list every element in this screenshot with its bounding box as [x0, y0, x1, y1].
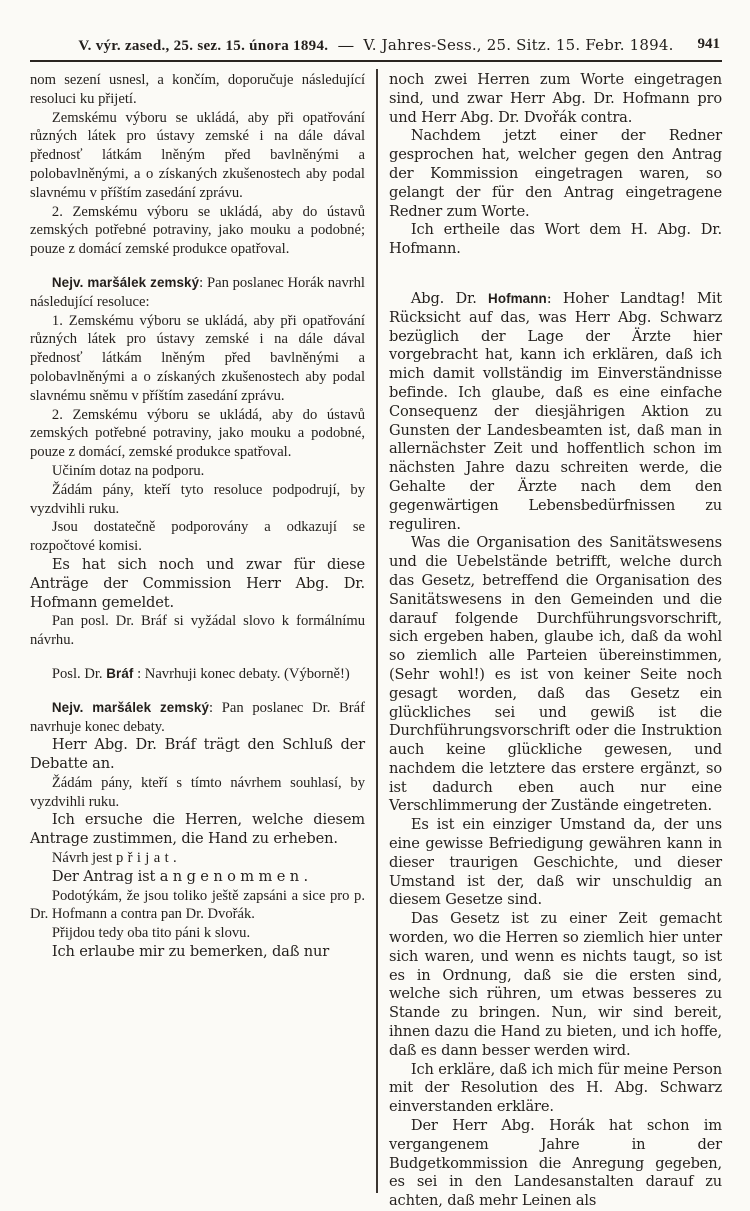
header-dash: — [338, 38, 354, 54]
paragraph [30, 462, 365, 481]
text-segment: Ich erlaube mir zu bemerken, daß nur [51, 943, 330, 961]
text-segment: Der Antrag ist [51, 867, 160, 885]
paragraph [30, 665, 365, 684]
left-column [30, 71, 376, 1211]
text-segment: Jsou dostatečně podporovány a odkazují se rozpočtové komisi. [30, 519, 365, 555]
paragraph [389, 816, 722, 910]
paragraph [30, 811, 365, 849]
text-segment: Zemskému výboru se ukládá, aby při opatřování různých látek pro ústavy zemské i na dále dával přednosť látkám lněným před bavlněnými a polobavlněnými, a o získaných zkušenostech aby podal slavnému v příštím zasedání zprávu. [30, 109, 365, 201]
text-segment: : Navrhuji konec debaty. (Výborně!) [133, 665, 350, 682]
paragraph [30, 518, 365, 556]
paragraph [30, 203, 365, 259]
paragraph [30, 924, 365, 943]
text-segment: Učiním dotaz na podporu. [51, 462, 205, 479]
paragraph [30, 406, 365, 462]
paragraph [30, 612, 365, 650]
text-segment: Der Herr Abg. Horák hat schon im vergangenem Jahre in der Budgetkommission die Anregung gegeben, es sei in den Landesanstalten darauf zu achten, daß mehr Leinen als [389, 1117, 722, 1210]
paragraph [30, 699, 365, 737]
column-divider [376, 69, 378, 1193]
text-segment: přijat [115, 850, 174, 867]
paragraph [389, 290, 722, 534]
paragraph [30, 774, 365, 812]
page-number: 941 [697, 36, 720, 52]
paragraph [389, 221, 722, 259]
page-header [30, 36, 722, 55]
header-german-session: V. Jahres-Sess., 25. Sitz. 15. Febr. 1894. [363, 36, 674, 54]
text-segment: Es ist ein einziger Umstand da, der uns eine gewisse Befriedigung gewähren kann in dieser traurigen Geschichte, und dieser Umstand ist der, daß wir unschuldig an diesem Gesetze sind. [389, 816, 722, 909]
text-segment: Es hat sich noch und zwar für diese Anträge der Commission Herr Abg. Dr. Hofmann gemeldet. [30, 555, 365, 611]
text-segment: : Pan poslanec Dr. Bráf navrhuje konec debaty. [30, 699, 365, 735]
text-segment: Ich erkläre, daß ich mich für meine Person mit der Resolution des H. Abg. Schwarz einverstanden erkläre. [389, 1060, 722, 1116]
text-segment: : Pan poslanec Horák navrhl následující resoluce: [30, 274, 365, 310]
paragraph [30, 274, 365, 312]
paragraph [389, 1061, 722, 1117]
paragraph [30, 943, 365, 962]
text-segment: angenommen [159, 867, 304, 885]
text-segment: Žádám pány, kteří tyto resoluce podpodrují, by vyzdvihli ruku. [30, 481, 365, 517]
text-segment: Podotýkám, že jsou toliko ještě zapsáni a sice pro p. Dr. Hofmann a contra pan Dr. Dvořák. [30, 887, 365, 923]
paragraph [30, 109, 365, 203]
text-segment: noch zwei Herren zum Worte eingetragen sind, und zwar Herr Abg. Dr. Hofmann pro und Herr Abg. Dr. Dvořák contra. [389, 71, 722, 126]
text-segment: : Hoher Landtag! Mit Rücksicht auf das, was Herr Abg. Schwarz bezüglich der Lage der Ärzte hier vorgebracht hat, kann ich erklären, daß ich mich damit vollständig im Einverständnisse befinde. Ich glaube, daß es eine einfache Consequenz der diesjährigen Aktion zu Gunsten der Landesbeamten ist, daß man in allernächster Zeit und hoffentlich schon im nächsten Jahre dazu schreiten werde, die Gehalte der Ärzte nach dem den gegenwärtigen Lebensbedürfnissen zu reguliren. [389, 289, 722, 533]
paragraph [389, 910, 722, 1060]
paragraph [389, 71, 722, 127]
paragraph [389, 1117, 722, 1211]
text-segment: Ich ersuche die Herren, welche diesem Antrage zustimmen, die Hand zu erheben. [30, 811, 365, 848]
text-segment: Das Gesetz ist zu einer Zeit gemacht worden, wo die Herren so ziemlich hier unter sich waren, und wenn es nichts taugt, so ist es in Ordnung, daß sie die ersten sind, welche sich rühren, um etwas besseres zu Stande zu bringen. Nun, wir sind bereit, ihnen dazu die Hand zu bieten, und ich hoffe, daß es dann besser werden wird. [389, 910, 722, 1059]
text-segment: 1. Zemskému výboru se ukládá, aby při opatřování různých látek pro ústavy zemské i na dále dával přednosť látkám lněným před bavlněnými a polobavlněnými a o získaných zkušenostech aby podal slavnému sněmu v příštím zasedání zprávu. [30, 312, 365, 404]
paragraph [30, 71, 365, 109]
text-segment: Pan posl. Dr. Bráf si vyžádal slovo k formálnímu návrhu. [30, 613, 365, 649]
text-segment: Herr Abg. Dr. Bráf trägt den Schluß der Debatte an. [30, 736, 365, 773]
paragraph [30, 556, 365, 612]
text-segment: Nachdem jetzt einer der Redner gesprochen hat, welcher gegen den Antrag der Kommission eingetragen waren, so gelangt der für den Antrag eingetragene Redner zum Worte. [389, 127, 722, 220]
paragraph [30, 887, 365, 925]
text-segment: nom sezení usnesl, a končím, doporučuje následující resoluci ku přijetí. [30, 72, 365, 107]
text-segment: Žádám pány, kteří s tímto návrhem souhlasí, by vyzdvihli ruku. [30, 774, 365, 810]
text-segment: . [173, 850, 177, 867]
text-columns [30, 71, 722, 1211]
text-segment: 2. Zemskému výboru se ukládá, aby do ústavů zemských potřebné potraviny, jako mouku a podobné, pouze z domácí, zemské produkce spatřoval. [30, 406, 365, 461]
paragraph [30, 312, 365, 406]
paragraph [30, 736, 365, 774]
speaker-name: Bráf [106, 665, 134, 681]
header-czech-session: V. výr. zased., 25. sez. 15. února 1894. [78, 38, 329, 54]
paragraph [389, 127, 722, 221]
speaker-name: Nejv. maršálek zemský [51, 274, 200, 290]
speaker-name: Hofmann [488, 290, 547, 306]
text-segment: Návrh jest [51, 850, 116, 867]
text-segment: Was die Organisation des Sanitätswesens und die Uebelstände betrifft, welche durch das Gesetz, betreffend die Organisation des Sanitätswesens in den Gemeinden und die darauf folgende Durchführungsvorschrift, sich ergeben haben, glaube ich, daß da wohl so ziemlich alle Parteien übereinstimmen, (Sehr wohl!) es ist von keiner Seite noch gesagt worden, daß das Gesetz ein glückliches sei und gewiß ist die Durchführungsvorschrift oder die Instruktion auch keine glückliche gewesen, und nachdem die letztere das erstere ergänzt, so ist dadurch eben auch nur eine Verschlimmerung der Zustände eingetreten. [389, 534, 722, 815]
text-segment: Přijdou tedy oba tito páni k slovu. [51, 925, 251, 942]
paragraph [30, 849, 365, 868]
speaker-name: Nejv. maršálek zemský [51, 699, 210, 715]
text-segment: . [303, 867, 308, 885]
right-column [376, 71, 722, 1211]
paragraph [30, 481, 365, 519]
paragraph [389, 534, 722, 816]
text-segment: Posl. Dr. [51, 665, 107, 682]
text-segment: Ich ertheile das Wort dem H. Abg. Dr. Hofmann. [389, 221, 722, 258]
header-rule [30, 60, 722, 62]
text-segment: Abg. Dr. [410, 289, 489, 307]
paragraph [30, 868, 365, 887]
text-segment: 2. Zemskému výboru se ukládá, aby do ústavů zemských potřebné potraviny, jako mouku a podobné; pouze z domácí zemské produkce opatřoval. [30, 203, 365, 258]
